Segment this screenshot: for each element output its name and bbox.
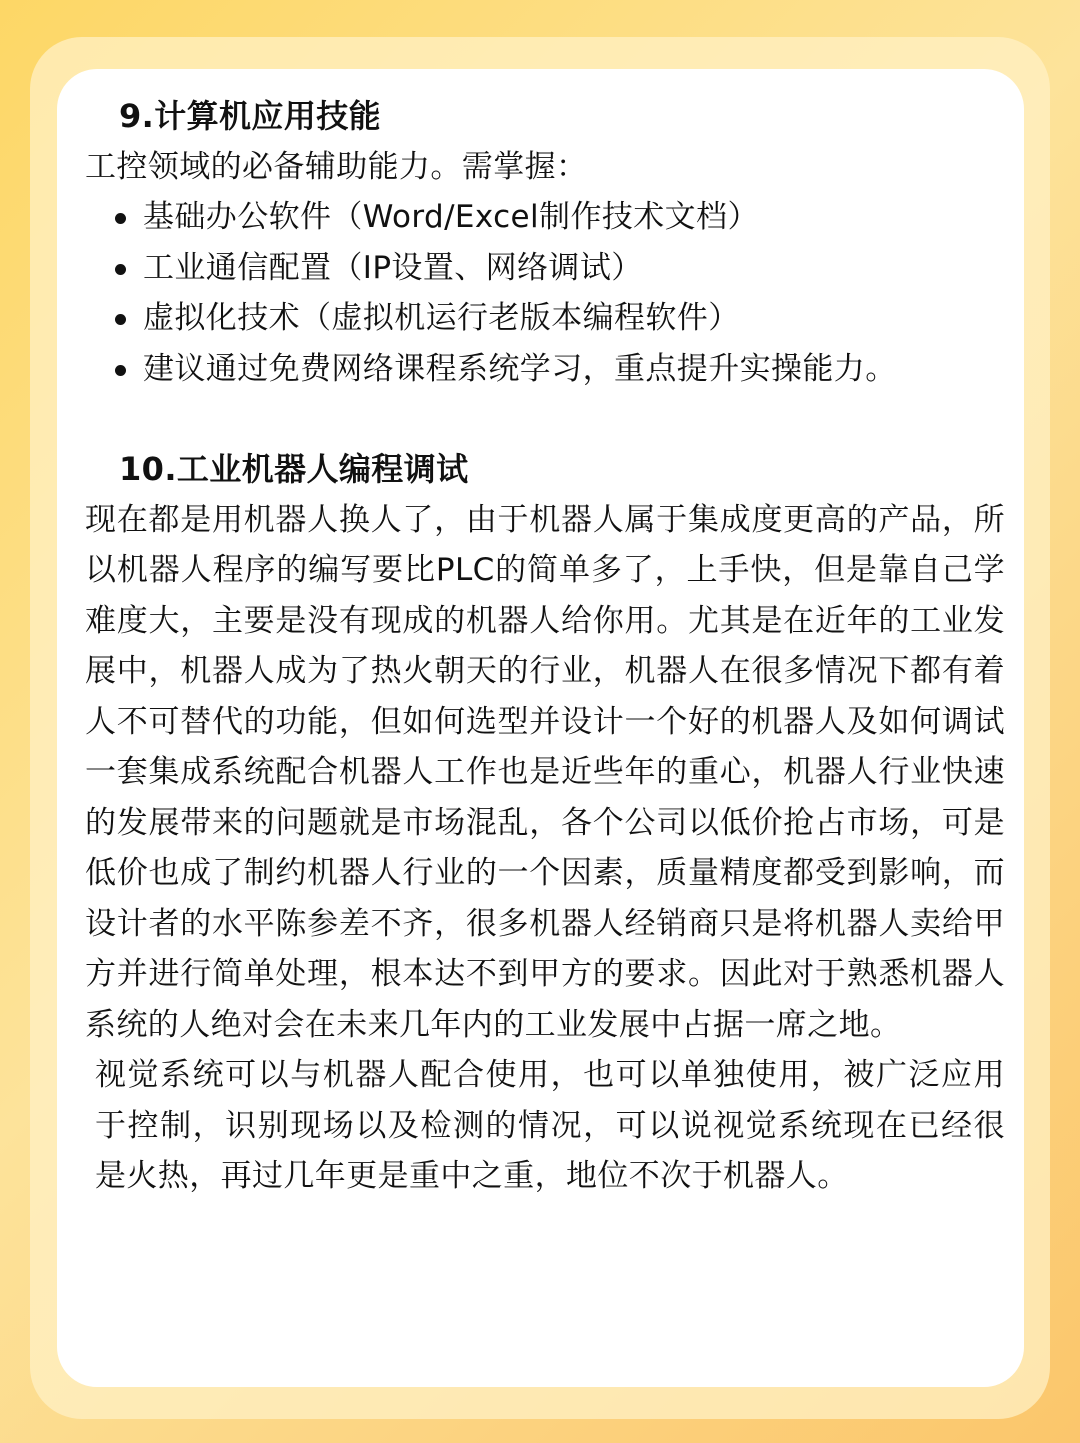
section-spacer <box>85 394 1005 444</box>
bullet-item <box>85 192 1005 243</box>
bullet-dot-icon <box>115 365 126 376</box>
bullet-text: 工业通信配置（IP设置、网络调试） <box>143 249 643 286</box>
bullet-item <box>85 293 1005 344</box>
section-9-title: 9.计算机应用技能 <box>119 97 382 135</box>
bullet-dot-icon <box>115 213 126 224</box>
bullet-item <box>85 243 1005 294</box>
bullet-text: 建议通过免费网络课程系统学习，重点提升实操能力。 <box>143 350 897 387</box>
article-body <box>85 91 1005 1202</box>
section-9-bullet-list <box>85 192 1005 394</box>
bullet-item <box>85 344 1005 395</box>
section-10-paragraph-2: 视觉系统可以与机器人配合使用，也可以单独使用，被广泛应用于控制，识别现场以及检测的情况，可以说视觉系统现在已经很是火热，再过几年更是重中之重，地位不次于机器人。 <box>95 1057 1005 1194</box>
bullet-dot-icon <box>115 314 126 325</box>
bullet-dot-icon <box>115 264 126 275</box>
bullet-text: 基础办公软件（Word/Excel制作技术文档） <box>143 199 759 235</box>
bullet-text: 虚拟化技术（虚拟机运行老版本编程软件） <box>143 300 740 336</box>
section-10-paragraph-1: 现在都是用机器人换人了，由于机器人属于集成度更高的产品，所以机器人程序的编写要比PLC的简单多了，上手快，但是靠自己学难度大，主要是没有现成的机器人给你用。尤其是在近年的工业发展中，机器人成为了热火朝天的行业，机器人在很多情况下都有着人不可替代的功能，但如何选型并设计一个好的机器人及如何调试一套集成系统配合机器人工作也是近些年的重心，机器人行业快速的发展带来的问题就是市场混乱，各个公司以低价抢占市场，可是低价也成了制约机器人行业的一个因素，质量精度都受到影响，而设计者的水平陈参差不齐，很多机器人经销商只是将机器人卖给甲方并进行简单处理，根本达不到甲方的要求。因此对于熟悉机器人系统的人绝对会在未来几年内的工业发展中占据一席之地。 <box>85 501 1005 1043</box>
section-9-intro: 工控领域的必备辅助能力。需掌握： <box>85 148 588 185</box>
section-10-title: 10.工业机器人编程调试 <box>119 450 469 488</box>
content-card <box>57 69 1024 1387</box>
